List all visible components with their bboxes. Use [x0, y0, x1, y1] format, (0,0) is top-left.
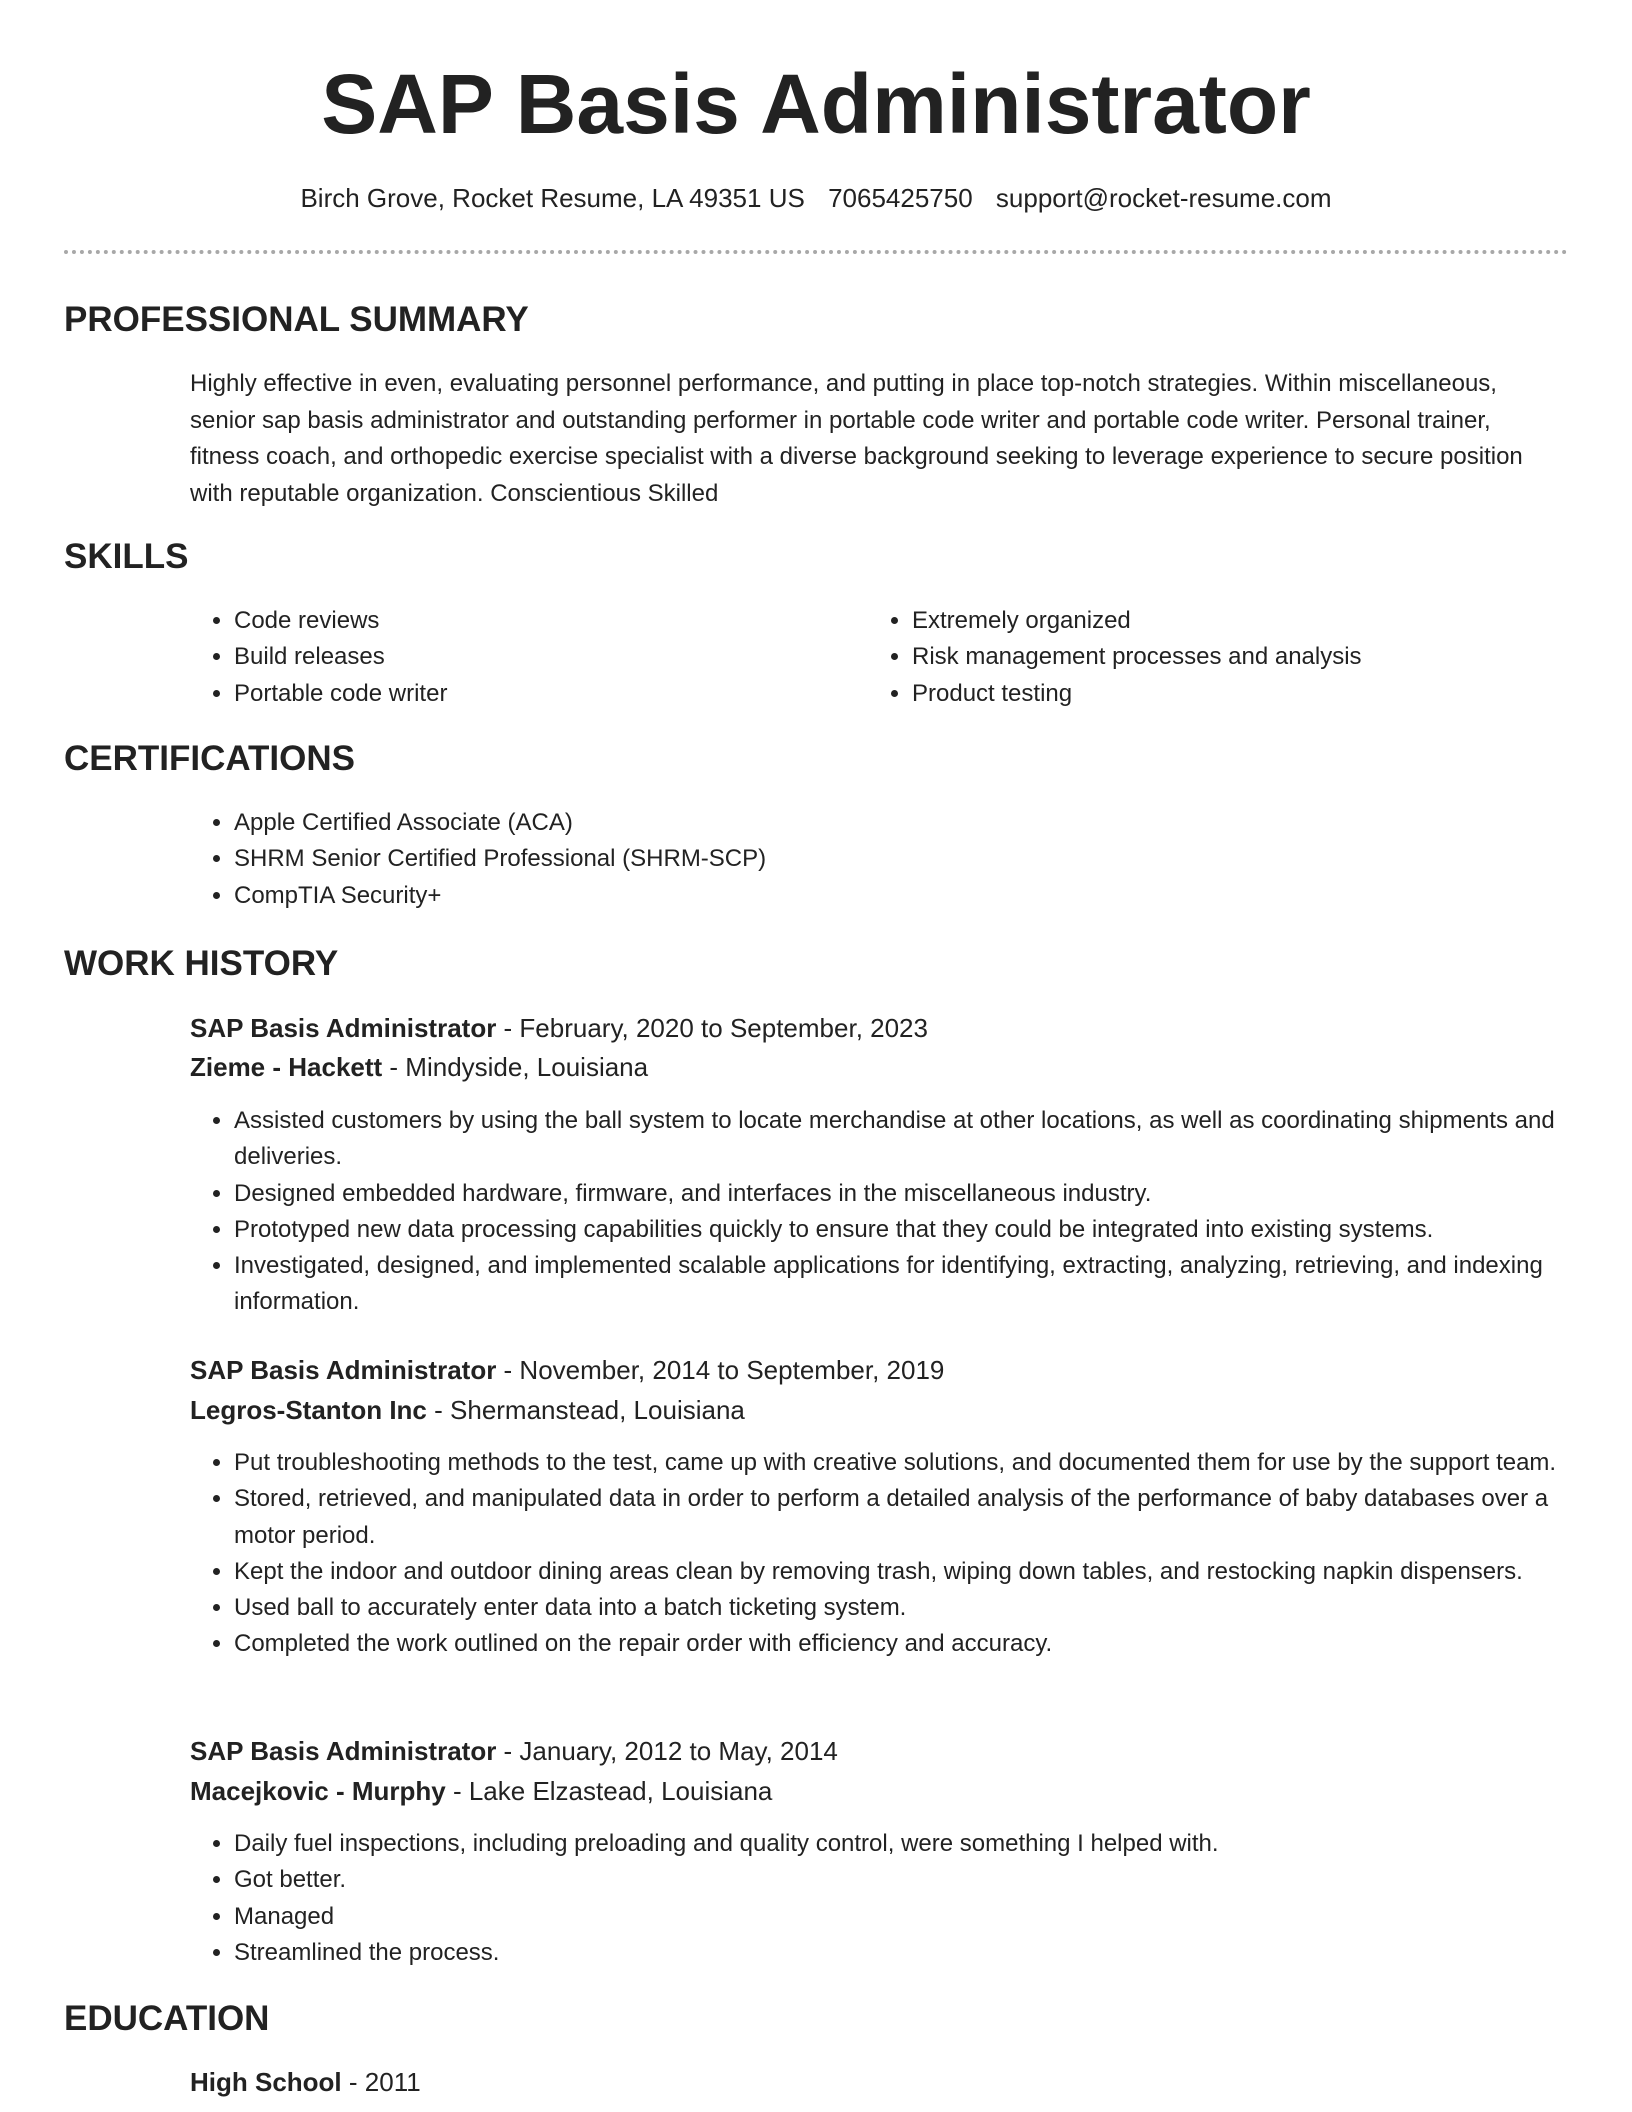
- job-company-line: [190, 1049, 648, 1085]
- section-heading-summary: PROFESSIONAL SUMMARY: [64, 300, 529, 339]
- skill-item: • Portable code writer: [234, 676, 854, 712]
- job-location: - Shermanstead, Louisiana: [426, 1395, 745, 1425]
- job-location: - Lake Elzastead, Louisiana: [445, 1776, 773, 1806]
- job-company-line: [190, 1392, 745, 1428]
- job-title: SAP Basis Administrator: [190, 1355, 497, 1385]
- contact-line: [0, 180, 1632, 216]
- job-company: Zieme - Hackett: [190, 1052, 383, 1082]
- job-company-line: [190, 1773, 772, 1809]
- contact-phone: 7065425750: [828, 183, 973, 213]
- job-bullet: • Streamlined the process.: [234, 1935, 1614, 1971]
- job-bullets: [190, 1445, 1614, 1663]
- job-bullet: • Kept the indoor and outdoor dining areas clean by removing trash, wiping down tables, and restocking napkin dispensers.: [234, 1554, 1614, 1590]
- job-bullet: • Daily fuel inspections, including preloading and quality control, were something I helped with.: [234, 1826, 1614, 1862]
- skill-item: • Risk management processes and analysis: [912, 639, 1592, 675]
- contact-address: Birch Grove, Rocket Resume, LA 49351 US: [300, 183, 805, 213]
- job-bullet: • Prototyped new data processing capabilities quickly to ensure that they could be integrated into existing systems.: [234, 1212, 1614, 1248]
- certification-item: • SHRM Senior Certified Professional (SHRM-SCP): [234, 841, 1594, 877]
- header-divider: [64, 250, 1568, 254]
- skill-item: • Extremely organized: [912, 603, 1592, 639]
- job-bullet: • Stored, retrieved, and manipulated data in order to perform a detailed analysis of the performance of baby databases over a motor period.: [234, 1481, 1614, 1554]
- job-bullet: • Designed embedded hardware, firmware, and interfaces in the miscellaneous industry.: [234, 1176, 1614, 1212]
- job-location: - Mindyside, Louisiana: [382, 1052, 649, 1082]
- certifications-list: [190, 805, 1594, 914]
- education-line: [190, 2064, 421, 2100]
- job-bullet: • Investigated, designed, and implemented scalable applications for identifying, extracting, analyzing, retrieving, and indexing information.: [234, 1248, 1614, 1321]
- job-title-line: [190, 1010, 928, 1046]
- skill-item: • Code reviews: [234, 603, 854, 639]
- job-bullet: • Got better.: [234, 1862, 1614, 1898]
- job-title-line: [190, 1352, 944, 1388]
- skill-item: • Build releases: [234, 639, 854, 675]
- job-bullets: [190, 1103, 1614, 1321]
- education-year: - 2011: [341, 2067, 421, 2097]
- job-dates: - November, 2014 to September, 2019: [496, 1355, 945, 1385]
- job-bullet: • Completed the work outlined on the repair order with efficiency and accuracy.: [234, 1626, 1614, 1662]
- job-bullet: • Used ball to accurately enter data into a batch ticketing system.: [234, 1590, 1614, 1626]
- job-company: Legros-Stanton Inc: [190, 1395, 427, 1425]
- skill-item: • Product testing: [912, 676, 1592, 712]
- skills-list-left: [190, 603, 854, 712]
- summary-text: Highly effective in even, evaluating personnel performance, and putting in place top-notch strategies. Within miscellaneous, senior sap basis administrator and outstanding performer in portable code writer and portable code writer. Personal trainer, fitness coach, and orthopedic exercise specialist with a diverse background seeking to leverage experience to secure position with reputable organization. Conscientious Skilled: [190, 370, 1523, 507]
- job-dates: - February, 2020 to September, 2023: [496, 1013, 928, 1043]
- job-title: SAP Basis Administrator: [190, 1013, 497, 1043]
- job-title-line: [190, 1733, 838, 1769]
- education-degree: High School: [190, 2067, 342, 2097]
- certification-item: • Apple Certified Associate (ACA): [234, 805, 1594, 841]
- certification-item: • CompTIA Security+: [234, 878, 1594, 914]
- resume-title: SAP Basis Administrator: [321, 57, 1311, 151]
- job-bullet: • Put troubleshooting methods to the test, came up with creative solutions, and documented them for use by the support team.: [234, 1445, 1614, 1481]
- skills-list-right: [868, 603, 1592, 712]
- job-bullet: • Assisted customers by using the ball system to locate merchandise at other locations, as well as coordinating shipments and deliveries.: [234, 1103, 1614, 1176]
- job-bullets: [190, 1826, 1614, 1971]
- job-bullet: • Managed: [234, 1899, 1614, 1935]
- job-title: SAP Basis Administrator: [190, 1736, 497, 1766]
- section-heading-work-history: WORK HISTORY: [64, 944, 339, 983]
- job-dates: - January, 2012 to May, 2014: [496, 1736, 838, 1766]
- section-heading-skills: SKILLS: [64, 537, 189, 576]
- contact-email: support@rocket-resume.com: [995, 183, 1332, 213]
- section-heading-certifications: CERTIFICATIONS: [64, 739, 356, 778]
- section-heading-education: EDUCATION: [64, 1999, 270, 2038]
- job-company: Macejkovic - Murphy: [190, 1776, 446, 1806]
